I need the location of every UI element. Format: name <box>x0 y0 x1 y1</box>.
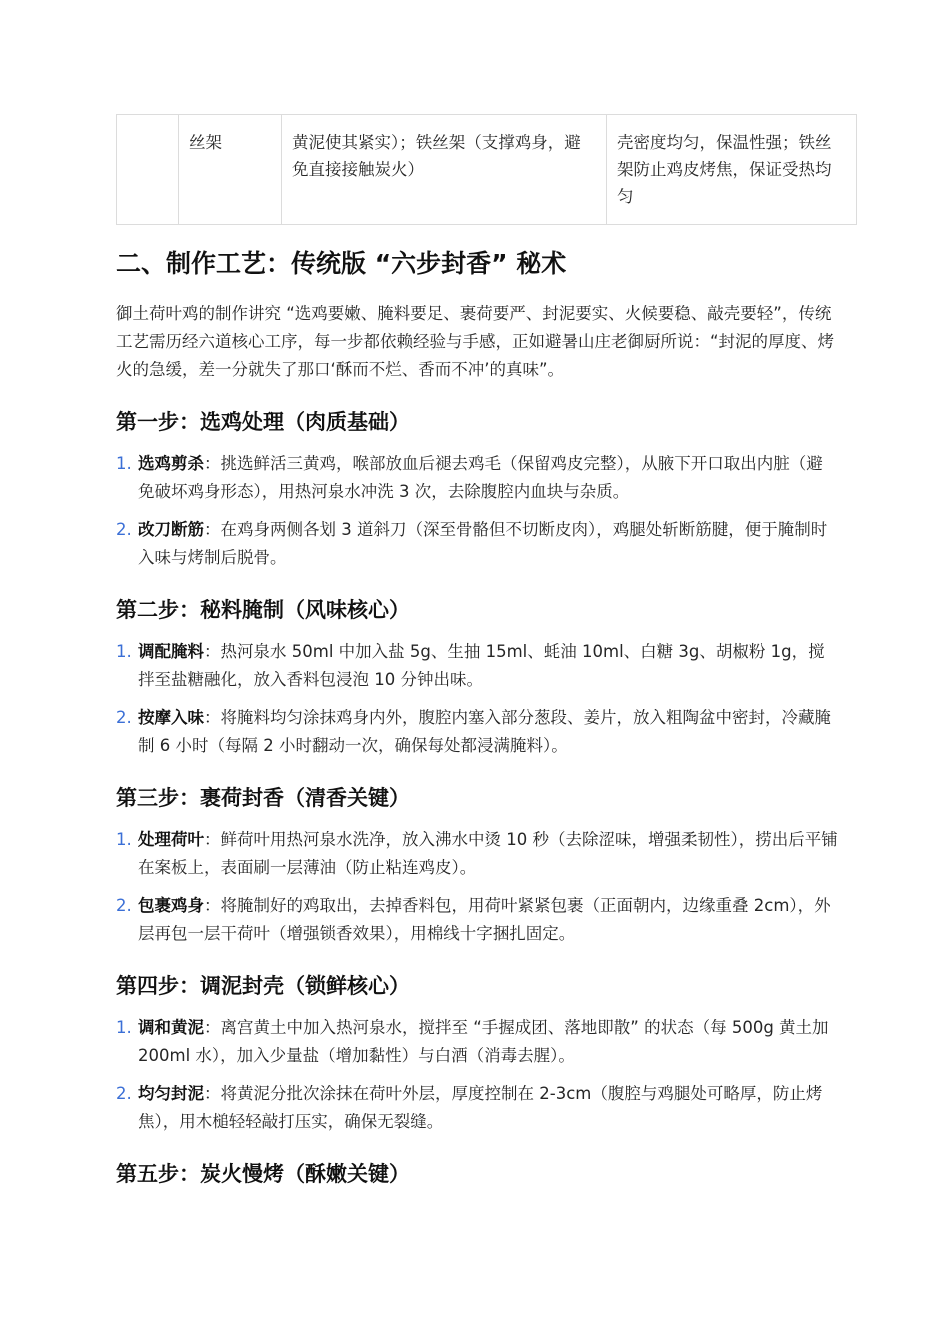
table-cell: 黄泥使其紧实）；铁丝架（支撑鸡身，避免直接接触炭火） <box>282 115 607 225</box>
list-text: ：离宫黄土中加入热河泉水，搅拌至 “手握成团、落地即散” 的状态（每 500g 黄土加 200ml 水），加入少量盐（增加黏性）与白酒（消毒去腥）。 <box>138 1018 829 1065</box>
list-text: ：将腌制好的鸡取出，去掉香料包，用荷叶紧紧包裹（正面朝内，边缘重叠 2cm），外层再包一层干荷叶（增强锁香效果），用棉线十字捆扎固定。 <box>138 896 831 943</box>
list-term: 改刀断筋 <box>138 520 204 539</box>
list-term: 均匀封泥 <box>138 1084 204 1103</box>
step-list <box>116 1014 838 1136</box>
list-text: ：将黄泥分批次涂抹在荷叶外层，厚度控制在 2-3cm（腹腔与鸡腿处可略厚，防止烤焦），用木槌轻轻敲打压实，确保无裂缝。 <box>138 1084 823 1131</box>
step-list <box>116 638 838 760</box>
list-text: ：鲜荷叶用热河泉水洗净，放入沸水中烫 10 秒（去除涩味，增强柔韧性），捞出后平铺在案板上，表面刷一层薄油（防止粘连鸡皮）。 <box>138 830 838 877</box>
step-list <box>116 450 838 572</box>
document-content <box>116 244 838 1202</box>
table-row <box>117 115 857 225</box>
table-cell <box>117 115 179 225</box>
table-cell: 丝架 <box>179 115 282 225</box>
list-term: 包裹鸡身 <box>138 896 204 915</box>
section-intro: 御土荷叶鸡的制作讲究 “选鸡要嫩、腌料要足、裹荷要严、封泥要实、火候要稳、敲壳要轻”，传统工艺需历经六道核心工序，每一步都依赖经验与手感，正如避暑山庄老御厨所说：“封泥的厚度、烤火的急缓，差一分就失了那口‘酥而不烂、香而不冲’的真味”。 <box>116 304 835 379</box>
step-heading: 第三步：裹荷封香（清香关键） <box>116 786 410 810</box>
section-heading: 二、制作工艺：传统版 “六步封香” 秘术 <box>116 249 567 278</box>
list-item <box>116 450 838 506</box>
list-item <box>116 704 838 760</box>
step-heading: 第一步：选鸡处理（肉质基础） <box>116 410 410 434</box>
list-text: ：热河泉水 50ml 中加入盐 5g、生抽 15ml、蚝油 10ml、白糖 3g、胡椒粉 1g，搅拌至盐糖融化，放入香料包浸泡 10 分钟出味。 <box>138 642 825 689</box>
list-term: 选鸡剪杀 <box>138 454 204 473</box>
list-number: 2. <box>116 708 132 727</box>
list-term: 调和黄泥 <box>138 1018 204 1037</box>
list-number: 1. <box>116 642 132 661</box>
list-number: 1. <box>116 830 132 849</box>
list-item <box>116 1080 838 1136</box>
list-number: 2. <box>116 896 132 915</box>
list-term: 按摩入味 <box>138 708 204 727</box>
list-term: 处理荷叶 <box>138 830 204 849</box>
step-heading: 第四步：调泥封壳（锁鲜核心） <box>116 974 410 998</box>
step-list <box>116 826 838 948</box>
list-term: 调配腌料 <box>138 642 204 661</box>
list-item <box>116 638 838 694</box>
step-heading: 第五步：炭火慢烤（酥嫩关键） <box>116 1162 410 1186</box>
list-text: ：挑选鲜活三黄鸡，喉部放血后褪去鸡毛（保留鸡皮完整），从腋下开口取出内脏（避免破坏鸡身形态），用热河泉水冲洗 3 次，去除腹腔内血块与杂质。 <box>138 454 823 501</box>
list-number: 1. <box>116 454 132 473</box>
list-number: 2. <box>116 520 132 539</box>
list-text: ：在鸡身两侧各划 3 道斜刀（深至骨骼但不切断皮肉），鸡腿处斩断筋腱，便于腌制时入味与烤制后脱骨。 <box>138 520 828 567</box>
table-cell: 壳密度均匀，保温性强；铁丝架防止鸡皮烤焦，保证受热均匀 <box>607 115 857 225</box>
list-item <box>116 1014 838 1070</box>
list-item <box>116 826 838 882</box>
list-number: 1. <box>116 1018 132 1037</box>
list-item <box>116 516 838 572</box>
step-heading: 第二步：秘料腌制（风味核心） <box>116 598 410 622</box>
list-number: 2. <box>116 1084 132 1103</box>
list-item <box>116 892 838 948</box>
list-text: ：将腌料均匀涂抹鸡身内外，腹腔内塞入部分葱段、姜片，放入粗陶盆中密封，冷藏腌制 6 小时（每隔 2 小时翻动一次，确保每处都浸满腌料）。 <box>138 708 831 755</box>
materials-table-fragment <box>116 114 857 225</box>
